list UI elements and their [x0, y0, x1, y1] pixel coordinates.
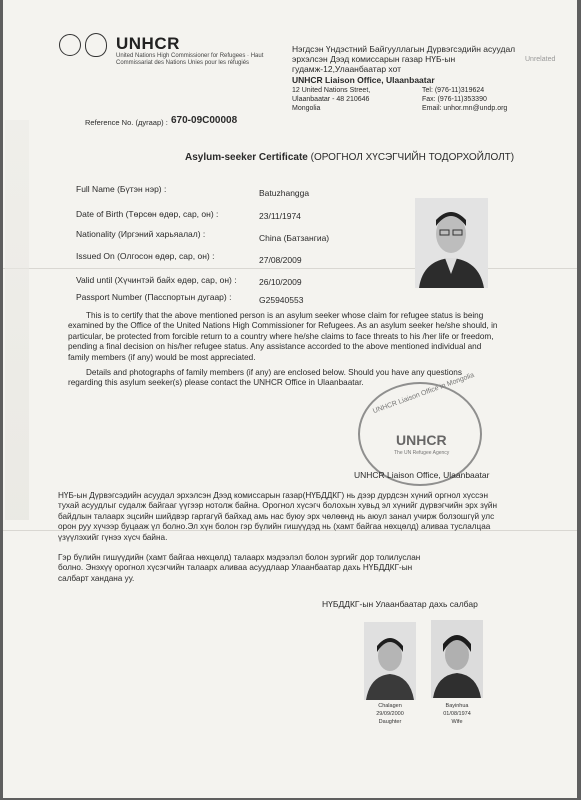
- family-member-relation: Daughter: [378, 719, 402, 725]
- family-photo-wife: [431, 620, 483, 698]
- address-line: 12 United Nations Street,: [292, 87, 371, 94]
- field-value-issued-on: 27/08/2009: [259, 255, 302, 265]
- field-label: Nationality (Иргэний харьяалал) :: [76, 229, 206, 239]
- family-member-dob: 29/09/2000: [376, 711, 404, 717]
- field-value-nationality: China (Батзангиа): [259, 233, 330, 243]
- mongolian-org-address: Нэгдсэн Үндэстний Байгууллагын Дүрвэгсэдийн асуудал эрхэлсэн Дээд комиссарын газар НҮБ-ын гудамж-12,Улаанбаатар хот: [292, 44, 516, 74]
- stamp-subtitle: The UN Refugee Agency: [394, 450, 450, 456]
- stamp-top-text: UNHCR Liaison Office in Mongolia: [372, 371, 476, 416]
- address-line: Ulaanbaatar - 48 210646: [292, 96, 370, 103]
- un-emblem-icon: [59, 34, 81, 56]
- field-value-passport-number: G25940553: [259, 295, 304, 305]
- address-line: Mongolia: [292, 105, 321, 112]
- field-value-full-name: Batuzhangga: [259, 188, 310, 198]
- family-member-relation: Wife: [451, 719, 463, 725]
- family-caption-daughter: [364, 702, 416, 726]
- stamp-name: UNHCR: [396, 432, 447, 448]
- family-member-name: Chalagen: [378, 703, 402, 709]
- title-english: Asylum-seeker Certificate: [185, 152, 308, 163]
- contact-line: Fax: (976-11)353390: [422, 96, 487, 103]
- reference-number: 670-09C00008: [171, 115, 238, 126]
- certificate-page: [3, 0, 577, 798]
- office-contacts: [422, 86, 542, 113]
- org-subtitle: United Nations High Commissioner for Refugees · Haut Commissariat des Nations Unies pour les réfugiés: [116, 53, 264, 66]
- field-value-date-of-birth: 23/11/1974: [259, 211, 301, 221]
- office-signature: UNHCR Liaison Office, Ulaanbaatar: [354, 470, 490, 480]
- title-mongolian: (ОРОГНОЛ ХҮСЭГЧИЙН ТОДОРХОЙЛОЛТ): [310, 152, 515, 163]
- contact-line: Email: unhor.mn@undp.org: [422, 105, 508, 112]
- family-statement: Details and photographs of family members (if any) are enclosed below. Should you have any questions regarding this asylum seeker(s) please contact the UNHCR Office in Ulaanbaatar.: [68, 368, 462, 388]
- field-label: Valid until (Хүчинтэй байх өдөр, сар, он) :: [76, 275, 237, 285]
- field-label: Passport Number (Пасспортын дугаар) :: [76, 292, 232, 302]
- family-caption-wife: [431, 702, 483, 726]
- family-member-dob: 01/08/1974: [443, 711, 471, 717]
- mongolian-office-signature: НҮБДДКГ-ын Улаанбаатар дахь салбар: [322, 599, 478, 609]
- mongolian-family-statement: Гэр бүлийн гишүүдийн (хамт байгаа нөхцөлд) талаарх мэдээлэл болон зургийг дор толилуслан болно. Энэхүү орогнол хүсэгчийн талаарх аливаа асуудлаар Улаанбаатар дахь НҮБДДКГ-ын салбарт хандана уу.: [58, 553, 421, 583]
- field-label: Date of Birth (Төрсөн өдөр, сар, он) :: [76, 209, 219, 219]
- applicant-photo: [415, 198, 488, 288]
- org-name: UNHCR: [116, 34, 180, 53]
- mongolian-statement: НҮБ-ын Дүрвэгсэдийн асуудал эрхэлсэн Дээд комиссарын газар(НҮБДДКГ) нь дээр дурдсэн хүний оргнол хүссэн тухай асуудлыг судалж байгааг үүгээр нотолж байна. Орогнол хүсэгч болохын хувьд эл хүнийг дүрвэгчийн эрх зүйн байдлын талаарх эцсийн шийдвэр гаргагүй байхад амь нас буюу эрх чөлөөнд нь аюул занал учирж болзошгүй улс орон руу хүчээр буцааж үл болно.Эл хүн болон гэр бүлийн гишүүдэд нь (хамт байгаа нөхцөлд) аливаа туслалцаа үзүүлэхийг гүнээ хүсч байна.: [58, 491, 498, 542]
- certificate-statement: This is to certify that the above mentioned person is an asylum seeker whose claim for refugee status is being examined by the Office of the United Nations High Commissioner for Refugees. As an asylum seeker he/she should, in particular, be protected from forcible return to a country where he/she claims to face threats to his /her life or freedom, pending a final decision on his/her refugee status. Any assistance accorded to the above mentioned individual and family members (if any) would be most appreciated.: [68, 311, 498, 362]
- field-label: Issued On (Олгосон өдөр, сар, он) :: [76, 251, 215, 261]
- field-label: Full Name (Бүтэн нэр) :: [76, 184, 167, 194]
- certificate-title: [185, 152, 514, 163]
- page-stain: [5, 120, 29, 520]
- contact-line: Tel: (976-11)319624: [422, 87, 485, 94]
- office-title: UNHCR Liaison Office, Ulaanbaatar: [292, 75, 435, 85]
- office-address: [292, 86, 412, 113]
- fold-line: [3, 268, 577, 269]
- field-value-valid-until: 26/10/2009: [259, 277, 302, 287]
- unhcr-emblem-icon: [85, 33, 107, 57]
- family-member-name: Bayinhua: [445, 703, 469, 709]
- family-photo-daughter: [364, 622, 416, 700]
- corner-note: Unrelated: [525, 56, 556, 63]
- reference-label: Reference No. (дугаар) :: [85, 118, 168, 127]
